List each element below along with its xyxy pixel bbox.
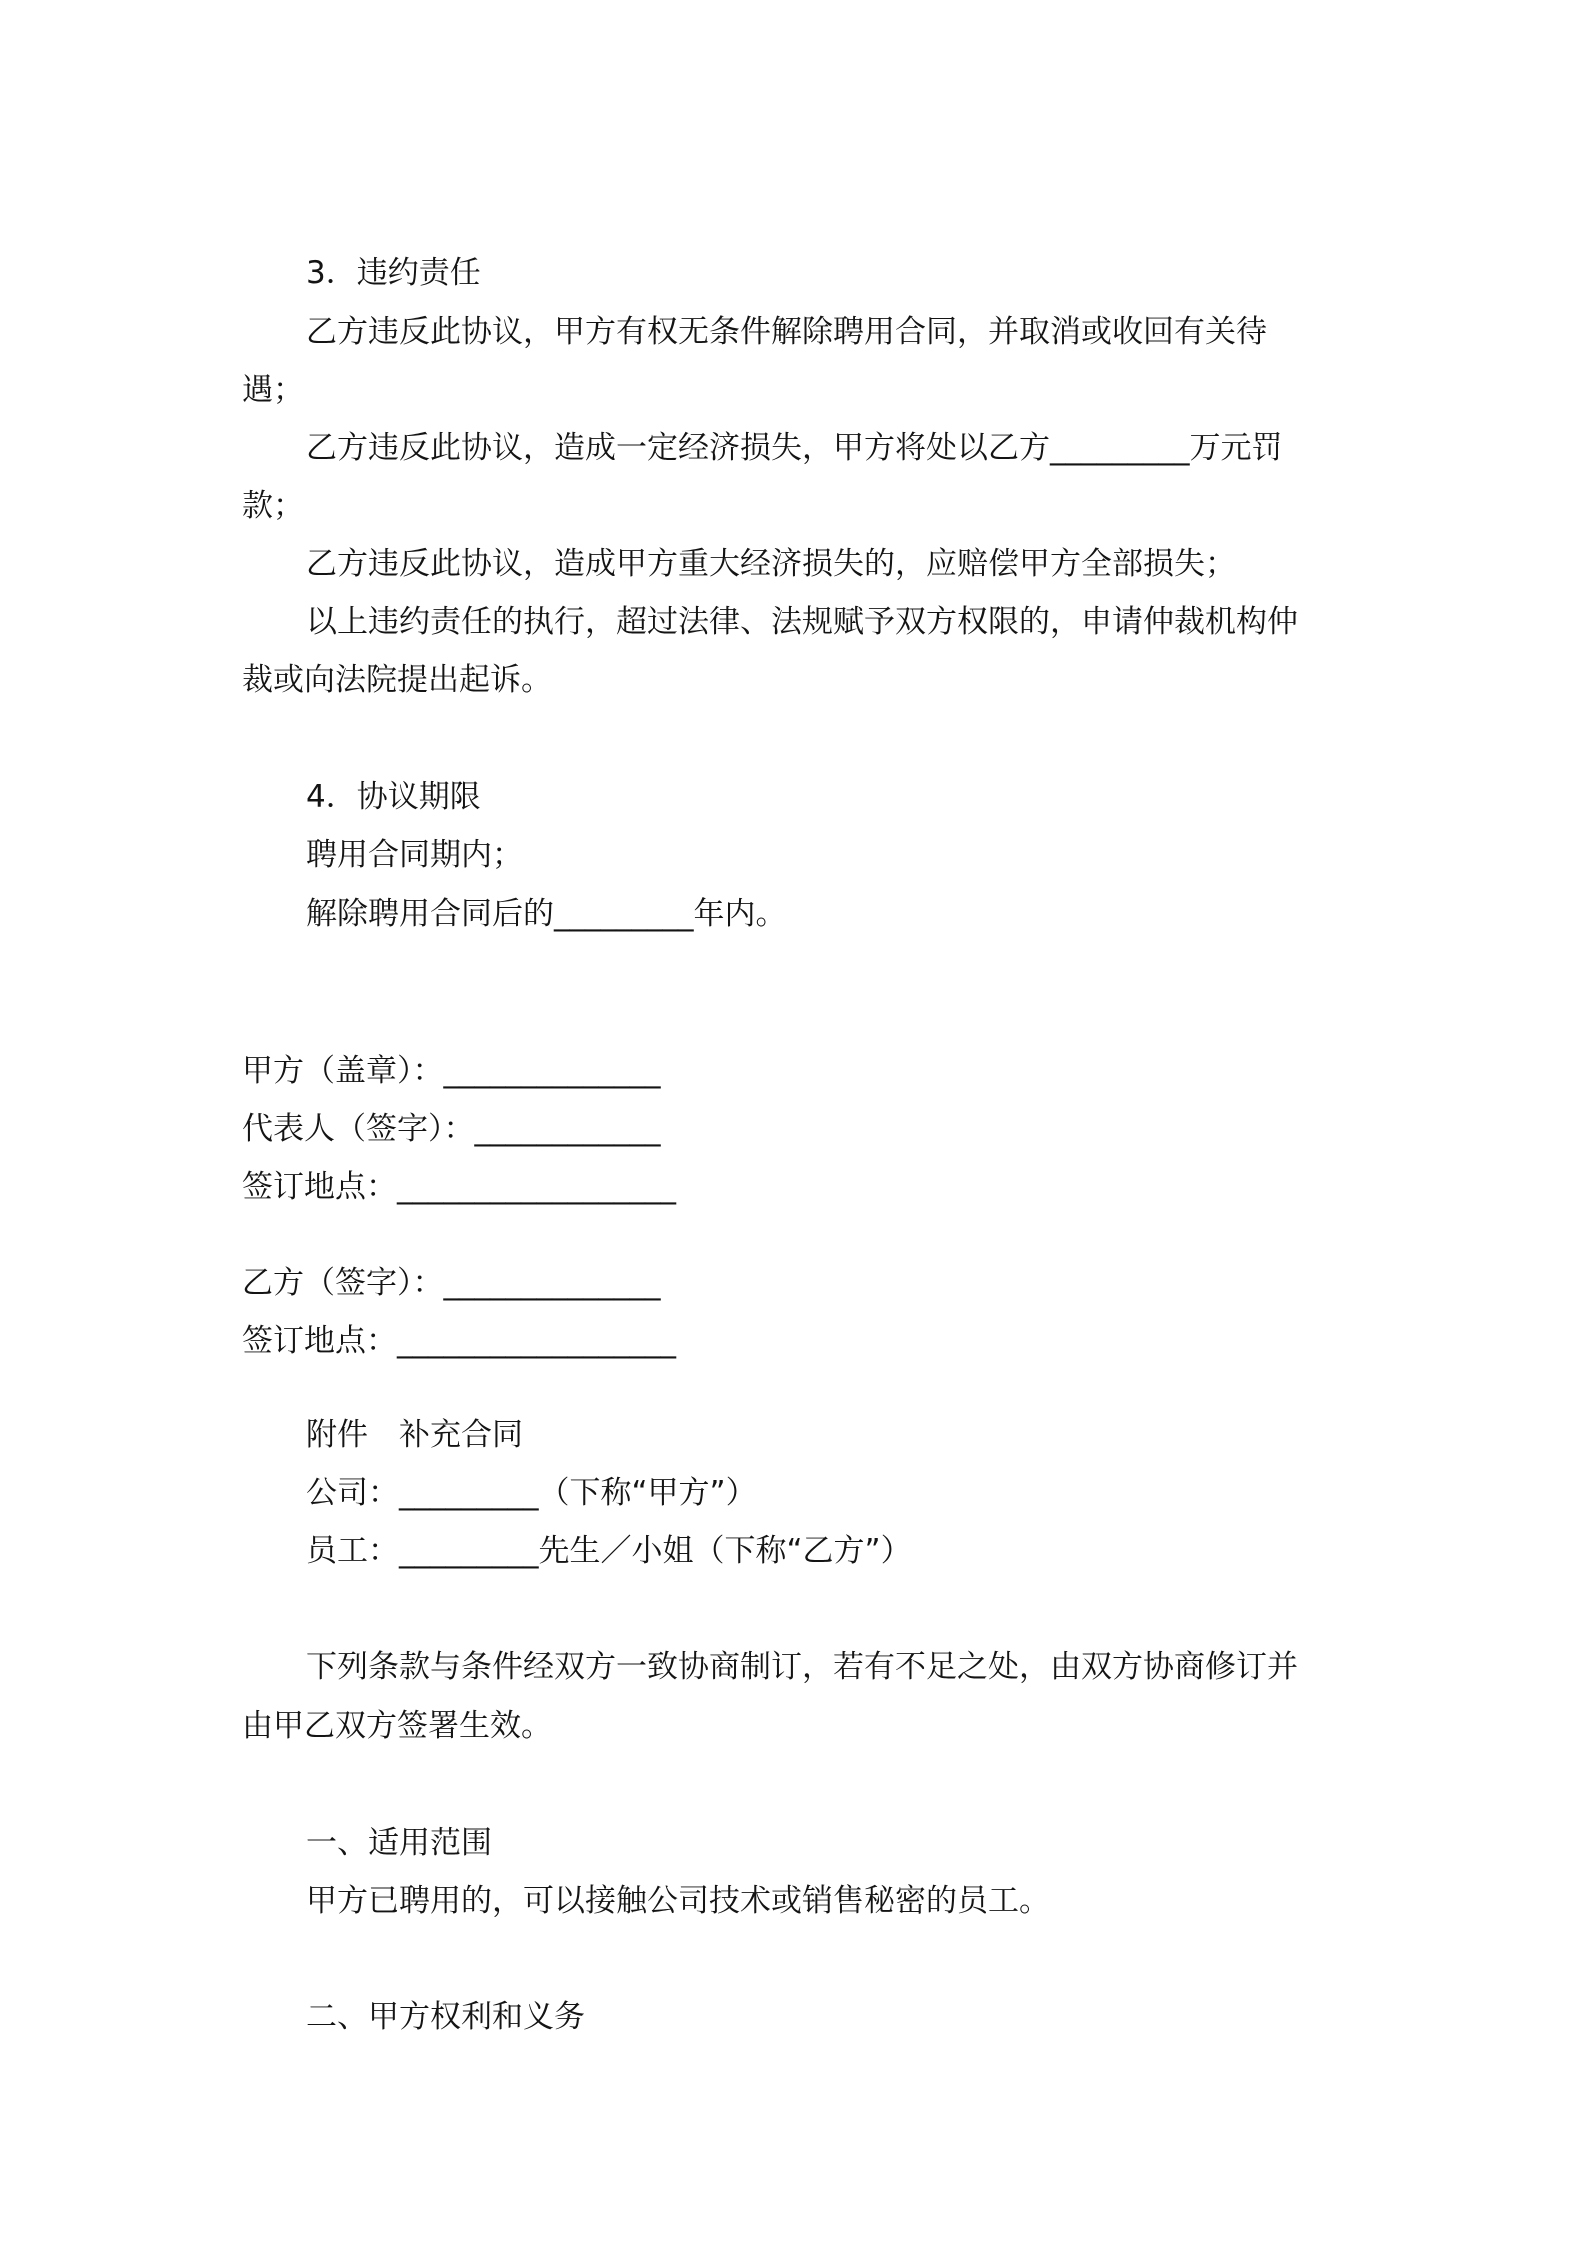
section-3-paragraph-3: 乙方违反此协议，造成甲方重大经济损失的，应赔偿甲方全部损失； xyxy=(306,546,1236,582)
scope-heading: 一、适用范围 xyxy=(306,1825,492,1861)
appendix-employee-line: 员工：_________先生／小姐（下称“乙方”） xyxy=(306,1533,912,1569)
section-3-paragraph-1-line-2: 遇； xyxy=(242,372,304,408)
appendix-title: 附件 补充合同 xyxy=(306,1417,523,1453)
section-3-paragraph-2-line-1: 乙方违反此协议，造成一定经济损失，甲方将处以乙方_________万元罚 xyxy=(306,430,1283,466)
section-4-item-1: 聘用合同期内； xyxy=(306,837,523,873)
appendix-intro-line-2: 由甲乙双方签署生效。 xyxy=(242,1708,552,1744)
section-3-paragraph-4-line-2: 裁或向法院提出起诉。 xyxy=(242,662,552,698)
appendix-intro-line-1: 下列条款与条件经双方一致协商制订，若有不足之处，由双方协商修订并 xyxy=(306,1649,1298,1685)
rights-heading: 二、甲方权利和义务 xyxy=(306,1999,585,2035)
section-4-item-2: 解除聘用合同后的_________年内。 xyxy=(306,896,787,932)
party-a-seal-line: 甲方（盖章）：______________ xyxy=(242,1053,661,1089)
appendix-company-line: 公司：_________（下称“甲方”） xyxy=(306,1475,757,1511)
section-3-paragraph-4-line-1: 以上违约责任的执行，超过法律、法规赋予双方权限的，申请仲裁机构仲 xyxy=(306,604,1298,640)
section-3-paragraph-2-line-2: 款； xyxy=(242,488,304,524)
section-3-heading: 3．违约责任 xyxy=(306,255,481,291)
party-b-signature-line: 乙方（签字）：______________ xyxy=(242,1265,661,1301)
representative-signature-line: 代表人（签字）：____________ xyxy=(242,1111,661,1147)
signing-place-b-line: 签订地点：__________________ xyxy=(242,1323,676,1359)
signing-place-a-line: 签订地点：__________________ xyxy=(242,1169,676,1205)
section-3-paragraph-1-line-1: 乙方违反此协议，甲方有权无条件解除聘用合同，并取消或收回有关待 xyxy=(306,314,1267,350)
section-4-heading: 4．协议期限 xyxy=(306,779,481,815)
scope-text: 甲方已聘用的，可以接触公司技术或销售秘密的员工。 xyxy=(306,1883,1050,1919)
